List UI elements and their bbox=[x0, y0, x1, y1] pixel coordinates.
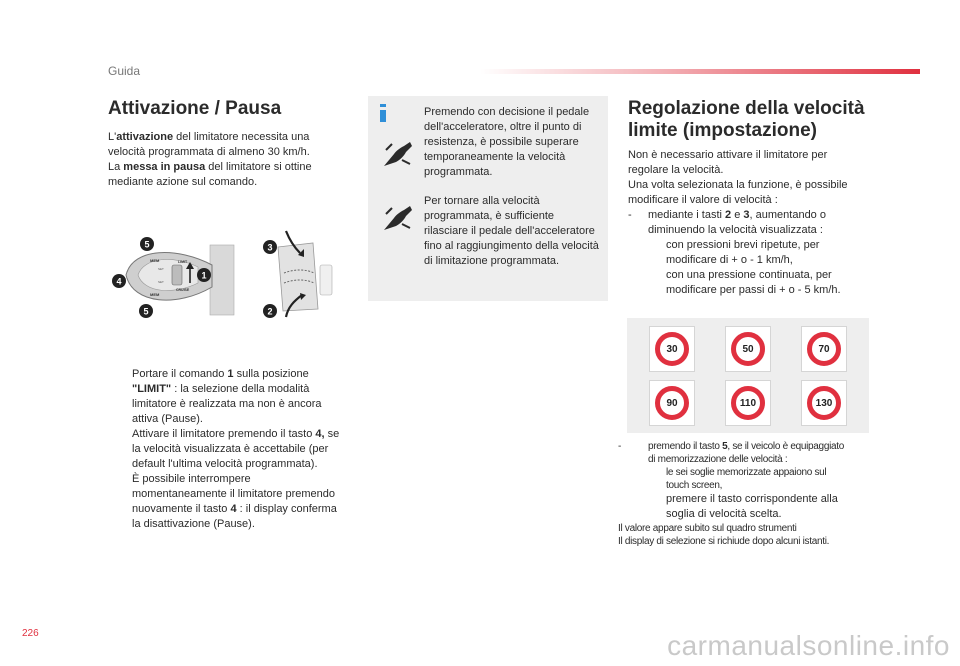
stalk-label-cruise: CRUISE bbox=[176, 288, 190, 292]
svg-text:3: 3 bbox=[267, 242, 273, 253]
speed-limit-sign: 110 bbox=[731, 386, 765, 420]
info-text-return: Per tornare alla velocità programmata, è sufficiente rilasciare il pedale dell'acceleratore fino al raggiungimento della velocità di limitazione programmata. bbox=[424, 195, 599, 267]
speed-sign-cell[interactable] bbox=[725, 326, 771, 372]
step-item: È possibile interrompere momentaneamente il limitatore premendo nuovamente il tasto 4 : il display conferma la disattivazione (Pause). bbox=[132, 473, 337, 530]
stalk-label-set-minus: SET bbox=[158, 280, 164, 284]
speed-sign-cell[interactable] bbox=[725, 380, 771, 426]
callout-3 bbox=[263, 240, 277, 254]
svg-text:4: 4 bbox=[116, 276, 122, 287]
sub-list-item: le sei soglie memorizzate appaiono sul touch screen, bbox=[666, 467, 827, 491]
sub-list-item: con una pressione continuata, per modificare per passi di + o - 5 km/h. bbox=[666, 269, 841, 296]
step-item: Attivare il limitatore premendo il tasto 4, se la velocità visualizzata è accettabile (per default l'ultima velocità programmata). bbox=[132, 428, 340, 470]
list-item: - mediante i tasti 2 e 3, aumentando o diminuendo la velocità visualizzata : bbox=[628, 209, 826, 236]
svg-text:1: 1 bbox=[201, 270, 207, 281]
section-title-activation: Attivazione / Pausa bbox=[108, 98, 282, 119]
stalk-label-mem-bottom: MEM bbox=[150, 292, 160, 297]
speed-limit-sign: 90 bbox=[655, 386, 689, 420]
callout-1 bbox=[197, 268, 211, 282]
header-gradient-bar bbox=[480, 69, 920, 74]
stalk-label-limit: LIMIT bbox=[178, 260, 188, 264]
watermark: carmanualsonline.info bbox=[667, 630, 950, 661]
adjustment-text: Non è necessario attivare il limitatore per regolare la velocità. Una volta selezionata la funzione, è possibile modificare il valore di velocità : - mediante i tasti 2 e 3, aumentando o diminuendo la velocità visualizzata : con pressioni brevi ripetute, per modificare di + o - 1 km/h, con una pressione continuata, per modificare per passi di + o - 5 km/h. bbox=[628, 148, 863, 298]
stalk-label-mem-top: MEM bbox=[150, 258, 160, 263]
svg-text:5: 5 bbox=[144, 239, 150, 250]
info-icon bbox=[375, 104, 391, 122]
speed-limit-sign: 130 bbox=[807, 386, 841, 420]
steering-stalk-diagram bbox=[108, 225, 348, 325]
callout-5-bottom bbox=[139, 304, 153, 318]
speed-limit-sign: 50 bbox=[731, 332, 765, 366]
section-label: Guida bbox=[108, 64, 141, 78]
callout-2 bbox=[263, 304, 277, 318]
speed-sign-cell[interactable] bbox=[649, 380, 695, 426]
sub-list-item: premere il tasto corrispondente alla soglia di velocità scelta. bbox=[666, 493, 838, 520]
sub-list-item: con pressioni brevi ripetute, per modificare di + o - 1 km/h, bbox=[666, 239, 820, 266]
speed-sign-cell[interactable] bbox=[801, 380, 847, 426]
info-text-override: Premendo con decisione il pedale dell'acceleratore, oltre il punto di resistenza, è possibile superare temporaneamente la velocità programmata. bbox=[424, 106, 590, 178]
speed-sign-cell[interactable] bbox=[649, 326, 695, 372]
stalk-label-set-plus: SET bbox=[158, 267, 164, 271]
list-item: - premendo il tasto 5, se il veicolo è equipaggiato di memorizzazione delle velocità : bbox=[618, 441, 844, 465]
activation-intro: L'attivazione del limitatore necessita una velocità programmata di almeno 30 km/h. La messa in pausa del limitatore si ottine mediante azione sul comando. bbox=[108, 131, 312, 188]
speed-signs-panel bbox=[627, 318, 869, 433]
callout-4 bbox=[112, 274, 126, 288]
svg-text:2: 2 bbox=[267, 306, 273, 317]
speed-limit-sign: 70 bbox=[807, 332, 841, 366]
speed-sign-cell[interactable] bbox=[801, 326, 847, 372]
note-dashboard: Il valore appare subito sul quadro strumenti bbox=[618, 523, 797, 534]
section-title-adjustment: Regolazione della velocità limite (impostazione) bbox=[628, 98, 865, 141]
step-item: Portare il comando 1 sulla posizione "LIMIT" : la selezione della modalità limitatore è realizzata ma non è ancora attiva (Pause). bbox=[132, 368, 322, 425]
note-display-close: Il display di selezione si richiude dopo alcuni istanti. bbox=[618, 536, 830, 547]
svg-text:5: 5 bbox=[143, 306, 149, 317]
page-number: 226 bbox=[22, 628, 39, 639]
callout-5-top bbox=[140, 237, 154, 251]
memory-text bbox=[618, 440, 873, 548]
foot-release-icon bbox=[380, 200, 414, 234]
activation-steps bbox=[108, 367, 348, 532]
speed-limit-sign: 30 bbox=[655, 332, 689, 366]
foot-press-icon bbox=[380, 136, 414, 170]
